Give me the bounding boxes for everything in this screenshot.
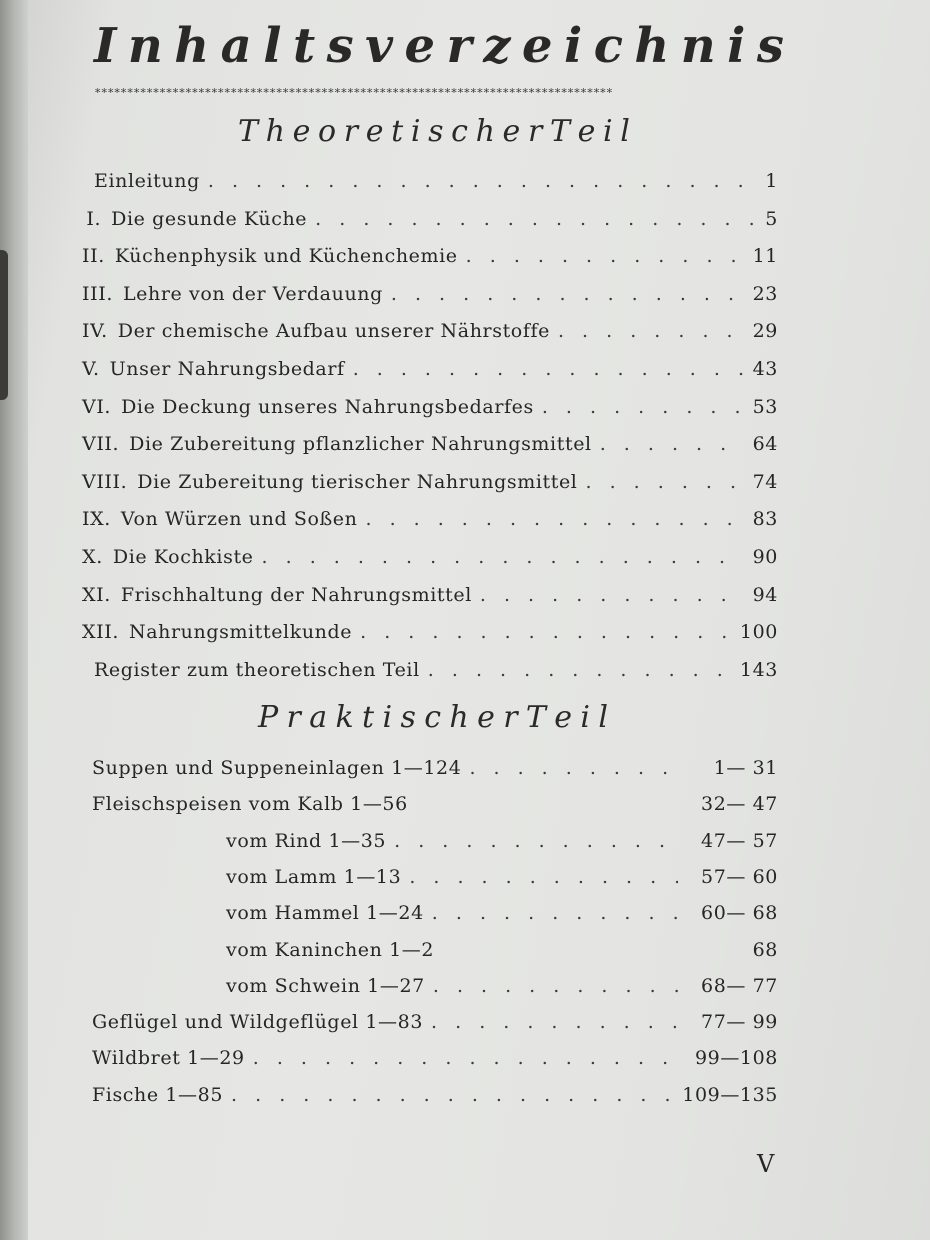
chapter-number: XI. [82,583,111,606]
toc-entry [92,793,778,823]
entry-title: Die gesunde Küche [111,207,308,230]
entry-title: Die Deckung unseres Nahrungsbedarfes [121,395,534,418]
chapter-number: X. [82,546,103,568]
leader-dots [394,830,678,852]
section-title-theoretical: T h e o r e t i s c h e r T e i l [238,114,630,149]
leader-dots [365,508,744,530]
leader-dots [428,659,732,681]
leader-dots [433,975,678,997]
page-range: 47— 57 [701,829,778,852]
page-number: 143 [739,658,778,681]
star-rule-divider: ∗∗∗∗∗∗∗∗∗∗∗∗∗∗∗∗∗∗∗∗∗∗∗∗∗∗∗∗∗∗∗∗∗∗∗∗∗∗∗∗∗∗∗∗∗∗∗∗∗∗∗∗∗∗∗∗∗∗∗∗∗∗∗∗∗∗∗∗∗∗∗∗∗∗∗∗∗∗∗∗ [94,84,613,97]
entry-title: vom Schwein 1—27 [226,974,425,997]
leader-dots [558,320,745,342]
toc-entry [82,245,778,275]
leader-dots [469,757,678,779]
toc-entry [82,508,778,538]
page-range: 1— 31 [713,757,778,779]
chapter-number: I. [86,207,102,230]
page-number: 29 [752,320,778,343]
page-number: 11 [752,245,778,268]
leader-dots [466,245,745,267]
chapter-number: II. [82,245,105,268]
leader-dots [262,546,745,568]
page-range: 77— 99 [701,1011,778,1034]
page-heading: I n h a l t s v e r z e i c h n i s [94,18,784,74]
chapter-number: VII. [82,433,120,456]
toc-entry [92,757,778,787]
toc-entry [94,170,778,200]
entry-title: Von Würzen und Soßen [120,508,358,531]
entry-title: Die Zubereitung pflanzlicher Nahrungsmittel [129,433,592,456]
entry-title: Fische 1—85 [92,1083,224,1106]
toc-entry [92,1011,778,1041]
page-range: 60— 68 [701,902,778,925]
toc-entry [82,471,778,501]
page-number: 5 [765,207,778,230]
toc-entry [82,546,778,576]
toc-entry [82,621,778,651]
leader-dots [253,1047,678,1069]
toc-entry [226,975,778,1005]
entry-title: Register zum theoretischen Teil [94,658,420,681]
entry-title: Suppen und Suppeneinlagen 1—124 [92,757,462,779]
toc-entry [82,320,778,350]
entry-title: Die Kochkiste [112,546,254,568]
page-number: 64 [752,433,778,456]
toc-entry [82,584,778,614]
page-number: 83 [752,508,778,531]
toc-entry [82,433,778,463]
leader-dots [586,471,745,493]
entry-title: Nahrungsmittelkunde [128,621,353,644]
book-spine [0,0,28,1240]
toc-entry [94,659,778,689]
page-range: 99—108 [694,1047,778,1070]
leader-dots [391,283,745,305]
toc-entry [82,358,778,388]
leader-dots [432,902,678,924]
page-number: 94 [752,583,778,606]
entry-title: Geflügel und Wildgeflügel 1—83 [92,1011,424,1034]
section-title-practical: P r a k t i s c h e r T e i l [258,700,608,735]
page-number: 23 [752,282,778,305]
entry-title: Frischhaltung der Nahrungsmittel [120,583,472,606]
leader-dots [208,170,757,192]
entry-title: vom Rind 1—35 [226,829,387,852]
entry-title: Einleitung [94,170,200,192]
entry-title: Küchenphysik und Küchenchemie [114,245,458,268]
toc-entry [82,208,778,238]
leader-dots [600,433,745,455]
entry-title: Die Zubereitung tierischer Nahrungsmittel [137,470,578,493]
leader-dots [231,1084,674,1106]
page-range: 57— 60 [701,865,778,888]
chapter-number: IV. [82,320,108,343]
chapter-number: VI. [82,395,112,418]
chapter-number: XII. [82,621,119,644]
toc-entry [92,1084,778,1114]
entry-title: Wildbret 1—29 [92,1047,245,1070]
entry-title: vom Lamm 1—13 [226,865,402,888]
toc-entry [226,866,778,896]
toc-entry [82,283,778,313]
page-range: 109—135 [682,1083,778,1106]
page-number: 100 [739,621,778,644]
chapter-number: VIII. [82,470,128,493]
page-number: 53 [752,395,778,418]
entry-title: Der chemische Aufbau unserer Nährstoffe [117,320,550,343]
leader-dots [480,584,745,606]
binding-mark [0,250,8,400]
entry-title: Fleischspeisen vom Kalb 1—56 [92,793,408,816]
toc-entry [92,1047,778,1077]
leader-dots [431,1011,678,1033]
entry-title: Lehre von der Verdauung [122,282,383,305]
page-range: 68 [752,938,778,961]
page-folio: V [757,1150,775,1178]
chapter-number: III. [82,282,113,305]
leader-dots [409,866,678,888]
toc-entry [226,902,778,932]
leader-dots [542,396,745,418]
chapter-number: IX. [82,508,111,531]
toc-entry [82,396,778,426]
entry-title: Unser Nahrungsbedarf [109,358,345,380]
page-range: 32— 47 [701,793,778,816]
entry-title: vom Hammel 1—24 [226,902,424,925]
leader-dots [360,621,732,643]
leader-dots [353,358,745,380]
toc-entry [226,939,778,969]
chapter-number: V. [82,358,100,380]
entry-title: vom Kaninchen 1—2 [226,938,435,961]
leader-dots [315,208,757,230]
page-number: 1 [765,170,778,192]
toc-entry [226,830,778,860]
page-number: 43 [752,358,778,380]
page-range: 68— 77 [701,974,778,997]
page-number: 90 [752,546,778,568]
page-number: 74 [752,470,778,493]
